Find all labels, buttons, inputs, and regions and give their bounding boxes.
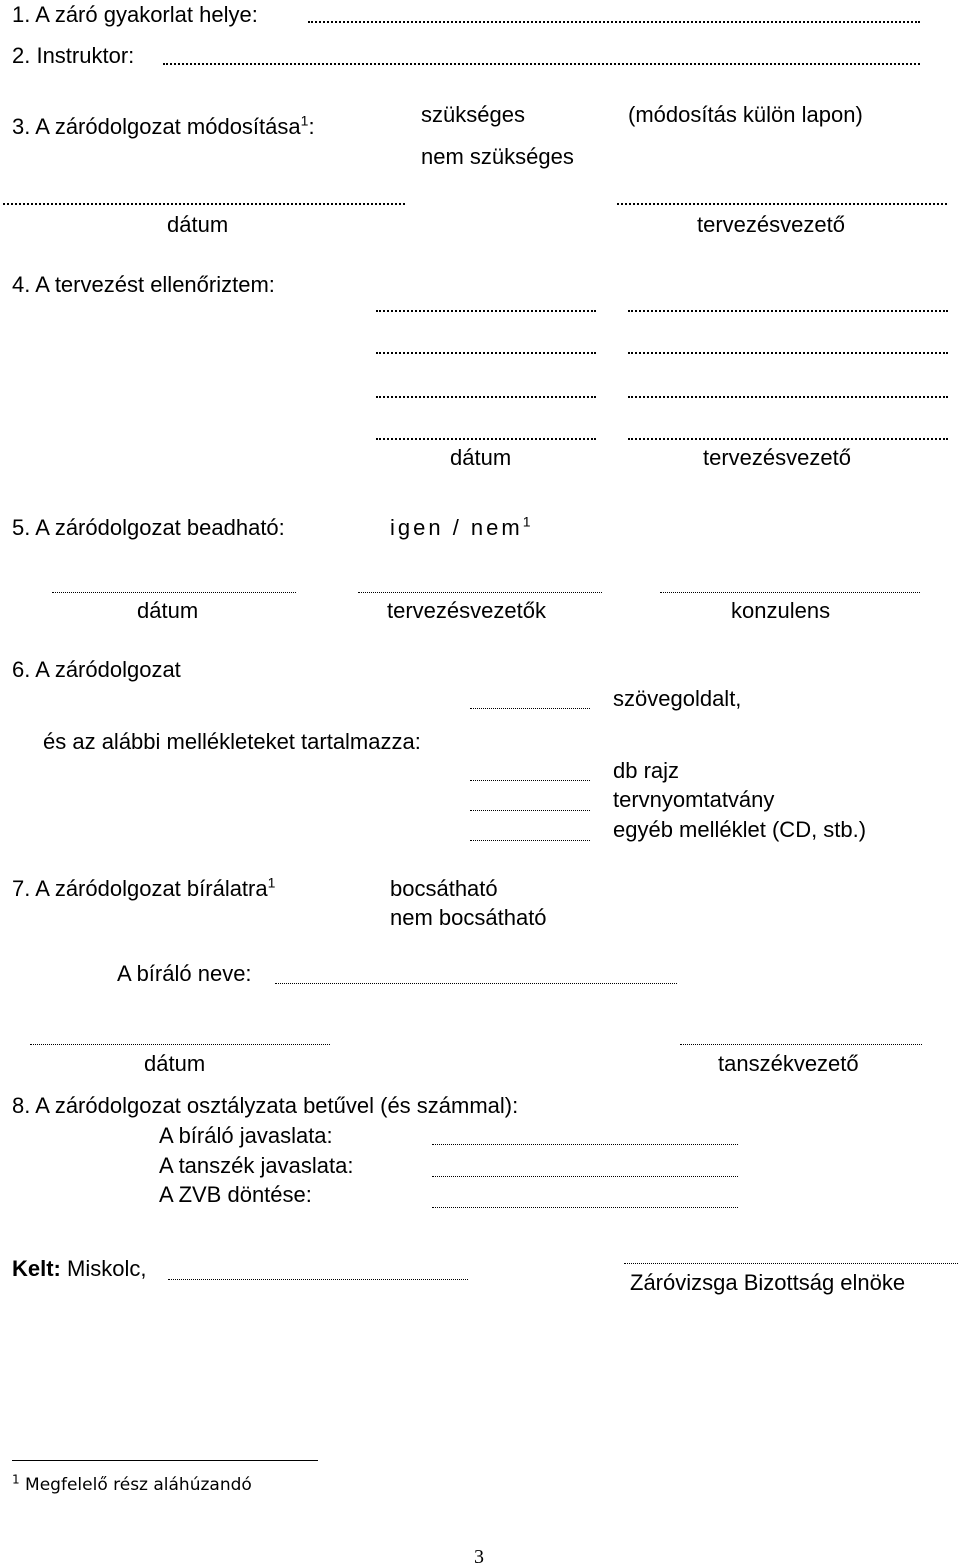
item3-leader-caption: tervezésvezető bbox=[697, 212, 845, 237]
footnote-ref: 1 bbox=[267, 874, 276, 891]
reviewer-name-label: A bíráló neve: bbox=[117, 961, 252, 986]
item4-leader-line-2[interactable] bbox=[628, 352, 948, 354]
item4-date-caption: dátum bbox=[450, 445, 512, 470]
item7-date-line[interactable] bbox=[30, 1044, 330, 1045]
item4-label: 4. A tervezést ellenőriztem: bbox=[12, 272, 275, 297]
item4-leader-caption: tervezésvezető bbox=[703, 445, 851, 470]
other-label: egyéb melléklet (CD, stb.) bbox=[613, 817, 867, 842]
item3-leader-line[interactable] bbox=[617, 203, 947, 205]
option-not-needed[interactable]: nem szükséges bbox=[421, 144, 574, 169]
kelt-line bbox=[12, 1258, 146, 1280]
option-needed[interactable]: szükséges bbox=[421, 102, 525, 127]
item4-date-line-1[interactable] bbox=[376, 310, 596, 312]
department-proposal-label: A tanszék javaslata: bbox=[159, 1153, 354, 1178]
item1-fill-line[interactable] bbox=[308, 21, 920, 23]
item8-label: 8. A záródolgozat osztályzata betűvel (és számmal): bbox=[12, 1093, 519, 1118]
item5-consultant-caption: konzulens bbox=[731, 598, 831, 623]
item2-label: 2. Instruktor: bbox=[12, 43, 135, 68]
modification-note: (módosítás külön lapon) bbox=[628, 102, 863, 127]
item3-date-caption: dátum bbox=[167, 212, 229, 237]
item4-date-line-4[interactable] bbox=[376, 438, 596, 440]
item1-label: 1. A záró gyakorlat helye: bbox=[12, 2, 258, 27]
item4-leader-line-3[interactable] bbox=[628, 396, 948, 398]
drawings-count-line[interactable] bbox=[470, 780, 590, 781]
reviewer-proposal-label: A bíráló javaslata: bbox=[159, 1123, 333, 1148]
kelt-label: Kelt: bbox=[12, 1256, 61, 1281]
forms-label: tervnyomtatvány bbox=[613, 787, 775, 812]
board-decision-label: A ZVB döntése: bbox=[159, 1182, 312, 1207]
footnote-ref: 1 bbox=[522, 513, 531, 530]
reviewer-proposal-line[interactable] bbox=[432, 1144, 738, 1145]
page-number: 3 bbox=[474, 1546, 484, 1568]
board-decision-line[interactable] bbox=[432, 1207, 738, 1208]
place-label: Miskolc, bbox=[67, 1256, 147, 1281]
chair-sign-line[interactable] bbox=[624, 1263, 958, 1264]
item3-date-line[interactable] bbox=[3, 203, 405, 205]
drawings-label: db rajz bbox=[613, 758, 680, 783]
department-proposal-line[interactable] bbox=[432, 1176, 738, 1177]
other-count-line[interactable] bbox=[470, 840, 590, 841]
footnote-ref: 1 bbox=[300, 112, 309, 129]
igen-nem-choice[interactable]: igen / nem$^1$ bbox=[390, 513, 531, 540]
item4-date-line-2[interactable] bbox=[376, 352, 596, 354]
item5-date-caption: dátum bbox=[137, 598, 199, 623]
option-not-allowed[interactable]: nem bocsátható bbox=[390, 905, 547, 930]
kelt-date-line[interactable] bbox=[168, 1279, 468, 1280]
item7-date-caption: dátum bbox=[144, 1051, 206, 1076]
item2-fill-line[interactable] bbox=[163, 63, 920, 65]
item5-leaders-line[interactable] bbox=[358, 592, 602, 593]
forms-count-line[interactable] bbox=[470, 810, 590, 811]
item7-head-line[interactable] bbox=[680, 1044, 922, 1045]
item5-consultant-line[interactable] bbox=[660, 592, 920, 593]
item4-date-line-3[interactable] bbox=[376, 396, 596, 398]
item4-leader-line-4[interactable] bbox=[628, 438, 948, 440]
footnote: $^1$ Megfelelő rész aláhúzandó bbox=[12, 1472, 252, 1495]
chair-caption: Záróvizsga Bizottság elnöke bbox=[630, 1270, 906, 1295]
item7-label: 7. A záródolgozat bírálatra$^1$ bbox=[12, 874, 276, 901]
item5-date-line[interactable] bbox=[52, 592, 296, 593]
pages-label: szövegoldalt, bbox=[613, 686, 742, 711]
pages-count-line[interactable] bbox=[470, 708, 590, 709]
footnote-separator bbox=[12, 1460, 318, 1461]
item6-label: 6. A záródolgozat bbox=[12, 657, 181, 682]
item5-leaders-caption: tervezésvezetők bbox=[387, 598, 546, 623]
item7-head-caption: tanszékvezető bbox=[718, 1051, 859, 1076]
item5-label: 5. A záródolgozat beadható: bbox=[12, 515, 285, 540]
item4-leader-line-1[interactable] bbox=[628, 310, 948, 312]
option-allowed[interactable]: bocsátható bbox=[390, 876, 498, 901]
attachments-intro: és az alábbi mellékleteket tartalmazza: bbox=[43, 729, 421, 754]
item3-label: 3. A záródolgozat módosítása$^1$: bbox=[12, 112, 315, 139]
reviewer-name-line[interactable] bbox=[275, 983, 677, 984]
